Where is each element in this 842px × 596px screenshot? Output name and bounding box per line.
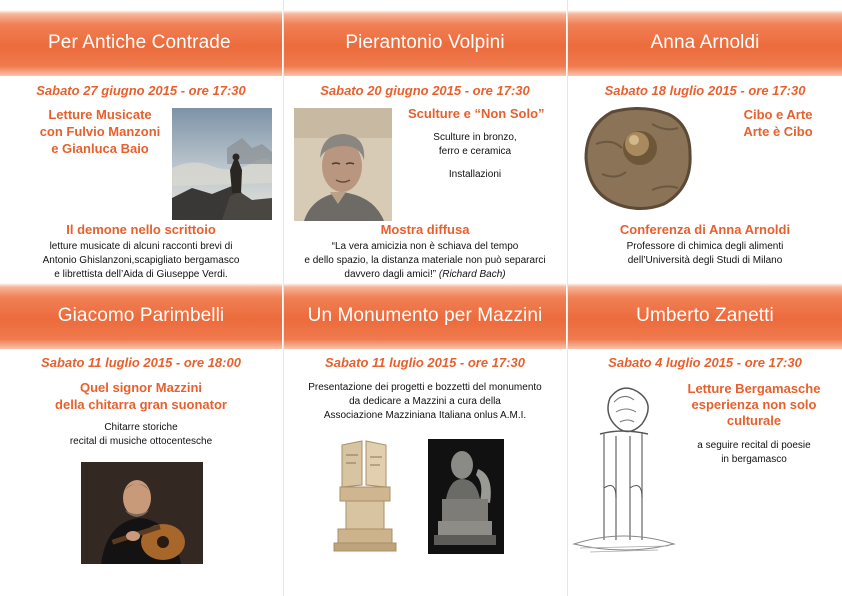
event-subtitle: Mostra diffusa	[380, 222, 470, 237]
event-date: Sabato 18 luglio 2015 - ore 17:30	[604, 83, 806, 98]
event-date: Sabato 11 luglio 2015 - ore 18:00	[41, 355, 241, 370]
panel-header	[568, 283, 842, 349]
panel-header	[568, 10, 842, 76]
panel-title: Pierantonio Volpini	[345, 32, 505, 53]
panel-title: Umberto Zanetti	[636, 305, 774, 326]
event-description: letture musicate di alcuni racconti brevi di Antonio Ghislanzoni,scapigliato bergamasco e librettista dell’Aida di Giuseppe Verdi.	[42, 241, 240, 280]
event-headline: Letture Musicate con Fulvio Manzoni e Gianluca Baio	[39, 107, 161, 156]
event-description: Chitarre storiche recital di musiche ottocentesche	[69, 422, 213, 447]
artist-portrait-image	[294, 108, 392, 221]
event-headline: Cibo e Arte Arte è Cibo	[743, 107, 813, 139]
event-headline: Letture Bergamasche esperienza non solo culturale	[687, 381, 821, 428]
sculpture-drawing-image	[570, 378, 678, 558]
event-panel-arnoldi	[568, 0, 842, 290]
event-panel-volpini	[284, 0, 566, 290]
event-subtitle: Il demone nello scrittoio	[66, 222, 216, 237]
event-panel-parimbelli	[0, 283, 282, 596]
event-description: a seguire recital di poesie in bergamasco	[697, 440, 811, 465]
guitarist-photo-image	[81, 462, 203, 564]
event-date: Sabato 4 luglio 2015 - ore 17:30	[608, 355, 802, 370]
panel-header	[0, 10, 282, 76]
panel-header	[284, 10, 566, 76]
event-quote: “La vera amicizia non è schiava del tempo e dello spazio, la distanza materiale non può separarci davvero dagli amici!” (Richard Bach)	[304, 241, 546, 280]
event-panel-zanetti	[568, 283, 842, 596]
mazzini-bust-model-image	[428, 439, 504, 554]
event-description: Sculture in bronzo, ferro e ceramica	[433, 132, 517, 157]
quote-author: (Richard Bach)	[438, 269, 506, 280]
panel-header	[0, 283, 282, 349]
event-date: Sabato 11 luglio 2015 - ore 17:30	[325, 355, 525, 370]
event-panel-antiche-contrade	[0, 0, 282, 290]
event-date: Sabato 27 giugno 2015 - ore 17:30	[36, 83, 246, 98]
panel-title: Per Antiche Contrade	[48, 32, 231, 53]
event-description: Presentazione dei progetti e bozzetti del monumento da dedicare a Mazzini a cura della Associazione Mazziniana Italiana onlus A.M.I.	[308, 382, 542, 421]
event-description: Professore di chimica degli alimenti dell’Università degli Studi di Milano	[626, 241, 784, 266]
panel-title: Un Monumento per Mazzini	[307, 305, 543, 326]
panel-title: Giacomo Parimbelli	[57, 305, 225, 326]
event-headline: Quel signor Mazzini della chitarra gran suonator	[55, 380, 227, 412]
panel-header	[284, 283, 566, 349]
event-headline: Sculture e “Non Solo”	[408, 106, 545, 121]
event-note: Installazioni	[448, 169, 502, 180]
bronze-egg-sculpture-image	[582, 104, 694, 212]
panel-title: Anna Arnoldi	[650, 32, 760, 53]
event-panel-monumento-mazzini	[284, 283, 566, 596]
event-subtitle: Conferenza di Anna Arnoldi	[619, 222, 791, 237]
event-date: Sabato 20 giugno 2015 - ore 17:30	[320, 83, 530, 98]
monument-model-image	[332, 435, 398, 555]
wanderer-painting-image	[172, 108, 272, 220]
